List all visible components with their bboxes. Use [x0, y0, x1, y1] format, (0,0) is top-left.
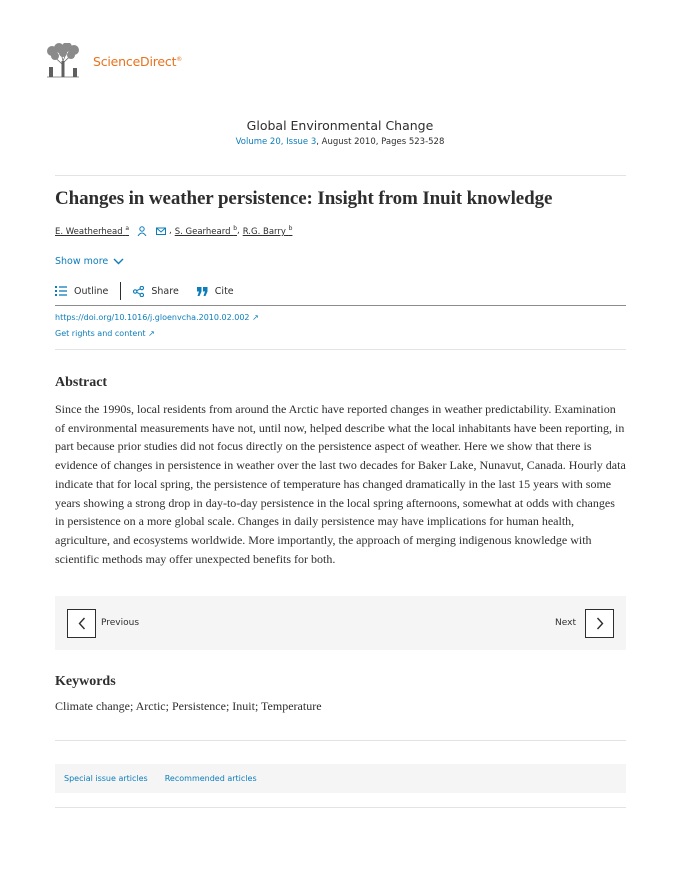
divider [55, 175, 626, 176]
author-list [55, 225, 292, 237]
author-barry[interactable] [243, 225, 293, 237]
toolbar-divider [120, 282, 121, 300]
rights-link[interactable] [55, 329, 155, 338]
special-issue-link[interactable]: Special issue articles [64, 774, 148, 783]
journal-info [0, 118, 680, 147]
related-links-panel [55, 764, 626, 793]
author-affiliation: b [288, 225, 293, 232]
divider [55, 349, 626, 350]
cite-label: Cite [214, 285, 234, 297]
quote-icon [197, 287, 208, 296]
author-affiliation: a [125, 225, 130, 232]
brand-text: ScienceDirect [93, 53, 177, 69]
divider [55, 740, 626, 741]
next-label[interactable]: Next [555, 618, 576, 628]
person-icon[interactable] [137, 226, 147, 236]
abstract-heading: Abstract [55, 375, 108, 390]
keywords-heading: Keywords [55, 674, 116, 689]
chevron-right-icon [596, 617, 604, 630]
article-title: Changes in weather persistence: Insight from Inuit knowledge [55, 188, 553, 209]
show-more-label: Show more [55, 256, 109, 267]
journal-meta [0, 137, 680, 147]
share-label: Share [151, 285, 179, 297]
volume-issue-link[interactable]: Volume 20, Issue 3 [235, 137, 317, 147]
elsevier-tree-logo-icon[interactable] [43, 43, 83, 79]
author-name: R.G. Barry [242, 226, 286, 237]
author-name: E. Weatherhead [55, 226, 123, 237]
list-icon [55, 286, 67, 296]
share-icon [133, 286, 144, 297]
email-icon[interactable] [156, 226, 166, 236]
site-header [43, 42, 182, 80]
article-pager [55, 596, 626, 650]
doi-text: https://doi.org/10.1016/j.gloenvcha.2010.02.002 [55, 313, 250, 322]
author-separator: , [169, 225, 172, 236]
divider [55, 807, 626, 808]
author-affiliation: b [233, 225, 237, 232]
keywords-list: Climate change; Arctic; Persistence; Inuit; Temperature [55, 699, 322, 713]
outline-label: Outline [74, 285, 109, 297]
brand-trademark: ® [176, 55, 183, 63]
abstract-body: Since the 1990s, local residents from around the Arctic have reported changes in weather predictability. Examination of environmental measurements have not, until now, helped describe what the local inhabitants have been reporting, in part because prior studies did not focus directly on the persistence aspect of weather. Here we show that there is evidence of changes in persistence in weather over the last two decades for Baker Lake, Nunavut, Canada. Hourly data indicate that for local spring, the persistence of temperature has changed dramatically in the last 15 years with some years showing a strong drop in day-to-day persistence in the local spring afternoons, somewhat at odds with changes in persistence on a more global scale. Changes in daily persistence may have implications for human health, agriculture, and ecosystems worldwide. More importantly, the approach of merging indigenous knowledge with scientific methods may offer unexpected benefits for both. [55, 402, 626, 566]
recommended-articles-link[interactable]: Recommended articles [164, 774, 257, 783]
toolbar-underline [55, 305, 626, 306]
outline-button[interactable] [55, 286, 108, 297]
next-button[interactable] [585, 609, 614, 638]
author-gearheard[interactable] [175, 225, 237, 237]
external-link-icon: ↗ [148, 329, 155, 338]
article-toolbar [55, 281, 234, 301]
show-more-button[interactable] [55, 256, 124, 267]
previous-label[interactable]: Previous [101, 618, 140, 628]
author-name: S. Gearheard [174, 226, 231, 237]
date-pages: , August 2010, Pages 523-528 [316, 137, 445, 147]
rights-text: Get rights and content [55, 329, 146, 338]
external-link-icon: ↗ [252, 313, 259, 322]
author-separator: , [237, 225, 240, 236]
journal-title[interactable]: Global Environmental Change [246, 118, 434, 133]
chevron-left-icon [78, 617, 86, 630]
chevron-down-icon [113, 258, 124, 265]
author-weatherhead[interactable] [55, 225, 129, 237]
sciencedirect-brand[interactable] [93, 54, 182, 69]
doi-link[interactable] [55, 313, 259, 322]
cite-button[interactable] [197, 286, 234, 297]
previous-button[interactable] [67, 609, 96, 638]
share-button[interactable] [133, 286, 178, 297]
